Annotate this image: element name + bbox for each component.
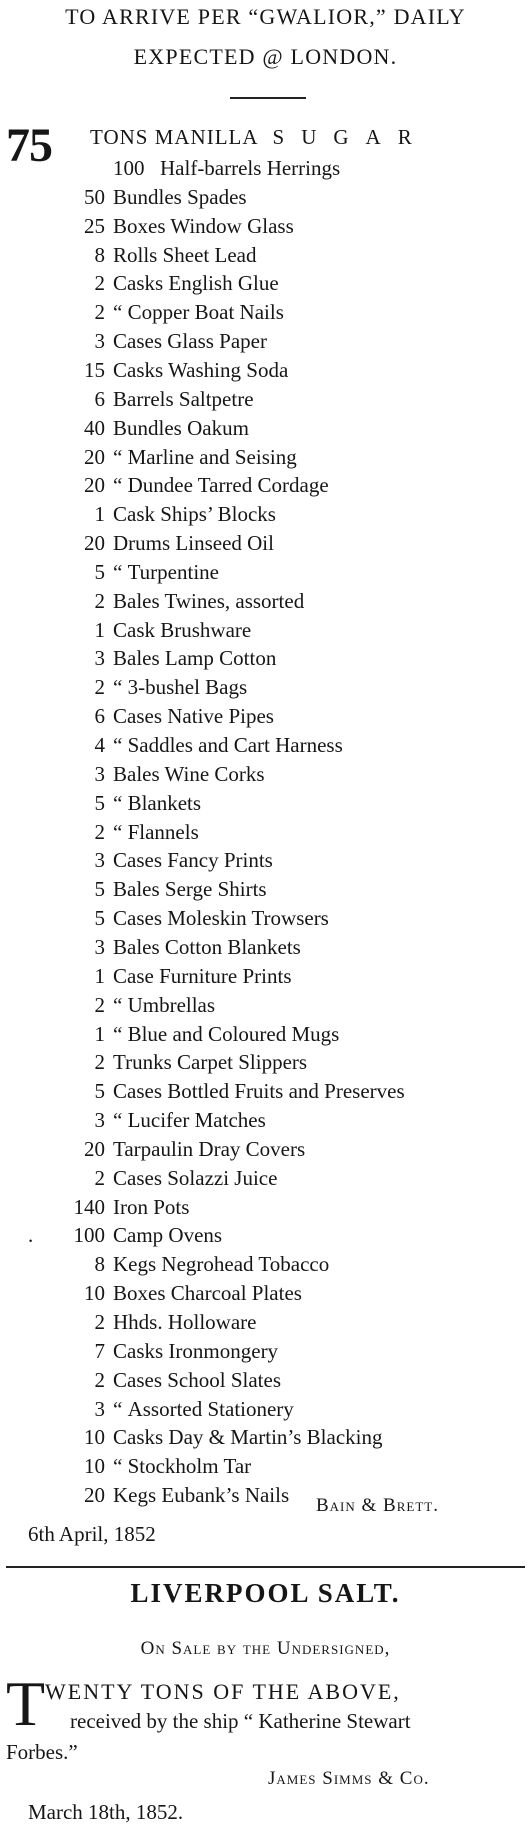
item-description: Camp Ovens	[113, 1223, 223, 1248]
item-description: Assorted Stationery	[127, 1396, 294, 1421]
list-item	[0, 1135, 531, 1164]
salt-title: LIVERPOOL SALT.	[130, 1578, 401, 1608]
item-description: Barrels Saltpetre	[113, 386, 254, 411]
ditto-mark: “	[113, 1396, 123, 1421]
item-description-cell	[113, 241, 256, 270]
item-description: Hhds. Holloware	[113, 1310, 257, 1334]
list-item	[0, 269, 531, 298]
item-description: Bundles Spades	[113, 184, 247, 209]
item-description-cell	[113, 818, 199, 847]
item-description: Iron Pots	[113, 1194, 190, 1219]
list-item	[0, 558, 531, 587]
item-bullet: .	[28, 1223, 34, 1248]
item-quantity: 2	[94, 271, 105, 296]
ditto-mark: “	[113, 675, 123, 700]
list-item	[0, 298, 531, 327]
list-item	[0, 933, 531, 962]
list-item	[0, 1077, 531, 1106]
item-description-cell	[113, 933, 301, 962]
item-description: Blankets	[127, 790, 202, 815]
item-description: Drums Linseed Oil	[113, 531, 274, 556]
item-description-cell	[113, 414, 249, 443]
item-description: Turpentine	[127, 559, 219, 584]
item-quantity: 20	[84, 531, 105, 556]
item-description: Rolls Sheet Lead	[113, 242, 257, 267]
item-quantity: 10	[84, 1425, 105, 1450]
item-description: 3-bushel Bags	[127, 675, 248, 700]
item-quantity: 8	[94, 242, 105, 267]
ditto-mark: “	[113, 992, 123, 1017]
list-item	[0, 875, 531, 904]
item-description-cell	[113, 356, 288, 385]
item-description-cell	[113, 875, 267, 904]
item-quantity: 2	[94, 675, 105, 700]
list-item	[0, 471, 531, 500]
item-description-cell	[113, 1481, 289, 1510]
item-description: Casks Washing Soda	[113, 357, 289, 382]
item-description: Bundles Oakum	[113, 415, 249, 440]
item-quantity: 100	[73, 1223, 105, 1248]
item-description-cell	[113, 1337, 278, 1366]
item-quantity: 2	[94, 1367, 105, 1392]
list-item	[0, 1308, 531, 1337]
item-quantity: 2	[94, 992, 105, 1017]
item-description-cell	[113, 298, 284, 327]
item-description: Case Furniture Prints	[113, 963, 292, 988]
salt-line-2: received by the ship “ Katherine Stewart	[70, 1709, 411, 1733]
item-description-cell	[113, 1395, 294, 1424]
item-quantity: 5	[94, 877, 105, 902]
item-description: Casks Day & Martin’s Blacking	[113, 1425, 383, 1450]
item-description: Bales Cotton Blankets	[113, 934, 301, 959]
item-quantity: 2	[94, 1165, 105, 1190]
list-item	[0, 1481, 531, 1510]
list-item	[0, 241, 531, 270]
ditto-mark: “	[113, 473, 123, 498]
item-quantity: 1	[94, 1021, 105, 1046]
list-item	[0, 789, 531, 818]
item-description: Boxes Charcoal Plates	[113, 1281, 302, 1306]
list-item	[0, 1423, 531, 1452]
item-description-cell	[113, 760, 265, 789]
item-description: Bales Serge Shirts	[113, 877, 267, 902]
item-description-cell	[113, 529, 274, 558]
item-quantity: 10	[84, 1281, 105, 1306]
item-description-cell	[113, 789, 201, 818]
drop-cap: T	[6, 1668, 46, 1739]
section-divider	[6, 1566, 525, 1568]
item-description: Cases School Slates	[113, 1367, 281, 1392]
list-item	[0, 529, 531, 558]
ditto-mark: “	[113, 1021, 123, 1046]
item-description: Blue and Coloured Mugs	[127, 1021, 340, 1046]
item-description: Kegs Eubank’s Nails	[113, 1483, 290, 1508]
list-item	[0, 414, 531, 443]
item-description-cell	[113, 500, 276, 529]
item-quantity: 5	[94, 559, 105, 584]
ditto-mark: “	[113, 1454, 123, 1479]
item-quantity: 100	[113, 156, 145, 180]
item-description: Cases Fancy Prints	[113, 848, 273, 873]
item-quantity: 10	[84, 1454, 105, 1479]
list-item	[0, 1250, 531, 1279]
item-description-cell	[113, 1308, 256, 1337]
short-divider	[230, 97, 306, 99]
item-description-cell	[113, 673, 247, 702]
item-quantity: 3	[94, 848, 105, 873]
salt-line-1: WENTY TONS OF THE ABOVE,	[45, 1679, 401, 1704]
item-description: Casks English Glue	[113, 271, 279, 296]
item-description: Stockholm Tar	[127, 1454, 252, 1479]
item-description-cell	[113, 558, 219, 587]
item-description-cell	[113, 1164, 277, 1193]
list-item	[0, 1279, 531, 1308]
item-quantity: 2	[94, 588, 105, 613]
ditto-mark: “	[113, 444, 123, 469]
item-description: Half-barrels Herrings	[160, 156, 341, 180]
item-quantity: 20	[84, 1136, 105, 1161]
merchant-signature: Bain & Brett.	[316, 1495, 439, 1516]
list-item	[0, 991, 531, 1020]
list-item	[0, 962, 531, 991]
list-item	[0, 1020, 531, 1049]
item-quantity: 20	[84, 473, 105, 498]
item-description-cell	[113, 644, 276, 673]
item-description: Umbrellas	[127, 992, 216, 1017]
salt-date: March 18th, 1852.	[28, 1800, 184, 1824]
item-quantity: 3	[94, 646, 105, 671]
item-description-cell	[113, 1020, 339, 1049]
item-description-cell	[113, 212, 294, 241]
item-description-cell	[113, 904, 329, 933]
list-item	[0, 1106, 531, 1135]
item-description-cell	[113, 327, 267, 356]
lead-item	[90, 125, 429, 150]
list-item	[0, 154, 531, 183]
item-quantity: 6	[94, 386, 105, 411]
ditto-mark: “	[113, 300, 123, 325]
item-description-cell	[113, 991, 215, 1020]
item-description-cell	[113, 471, 329, 500]
list-item	[0, 846, 531, 875]
item-description-cell	[113, 1452, 251, 1481]
item-description-cell	[113, 962, 292, 991]
item-quantity: 5	[94, 1079, 105, 1104]
item-quantity: 3	[94, 1108, 105, 1133]
item-quantity: 2	[94, 1310, 105, 1334]
item-quantity: 2	[94, 300, 105, 325]
item-quantity: 3	[94, 934, 105, 959]
item-description: Copper Boat Nails	[127, 300, 284, 325]
lead-item-spaced-word: SUGAR	[272, 125, 429, 149]
lead-item-text: TONS MANILLA	[90, 125, 259, 149]
list-item	[0, 1164, 531, 1193]
list-item	[0, 644, 531, 673]
list-item	[0, 1048, 531, 1077]
item-description: Flannels	[127, 819, 199, 844]
item-description-cell	[113, 1221, 222, 1250]
item-description-cell	[113, 1366, 281, 1395]
item-quantity: 3	[94, 761, 105, 786]
item-quantity: 1	[94, 502, 105, 527]
item-quantity: 8	[94, 1252, 105, 1277]
item-description: Cases Native Pipes	[113, 704, 274, 729]
advertisement-date: 6th April, 1852	[28, 1522, 156, 1546]
item-quantity: 1	[94, 963, 105, 988]
item-description: Cases Glass Paper	[113, 329, 267, 354]
lead-quantity: 75	[6, 119, 52, 172]
item-description-cell	[113, 183, 247, 212]
item-quantity: 7	[94, 1338, 105, 1363]
item-description: Cask Brushware	[113, 617, 252, 642]
list-item	[0, 356, 531, 385]
item-description-cell	[113, 1106, 266, 1135]
item-description: Cask Ships’ Blocks	[113, 502, 276, 527]
item-description-cell	[113, 1193, 189, 1222]
item-description-cell	[113, 1135, 305, 1164]
item-quantity: 1	[94, 617, 105, 642]
item-description: Casks Ironmongery	[113, 1338, 279, 1363]
heading-line-1: TO ARRIVE PER “GWALIOR,” DAILY	[65, 4, 466, 29]
list-item	[0, 183, 531, 212]
item-description: Saddles and Cart Harness	[127, 733, 343, 757]
ditto-mark: “	[113, 790, 123, 815]
item-quantity: 2	[94, 819, 105, 844]
item-description-cell	[113, 731, 343, 760]
item-description-cell	[113, 1423, 382, 1452]
item-description: Trunks Carpet Slippers	[113, 1050, 308, 1075]
list-item	[0, 327, 531, 356]
item-description: Cases Moleskin Trowsers	[113, 906, 329, 931]
item-description: Lucifer Matches	[127, 1108, 266, 1133]
salt-line-3: Forbes.”	[6, 1740, 78, 1764]
item-description-cell	[113, 269, 279, 298]
list-item	[0, 1221, 531, 1250]
item-description-cell	[113, 587, 304, 616]
list-item	[0, 1193, 531, 1222]
item-quantity: 50	[84, 184, 105, 209]
item-description: Marline and Seising	[127, 444, 297, 469]
item-quantity: 3	[94, 1396, 105, 1421]
list-item	[0, 904, 531, 933]
on-sale-subheading: On Sale by the Undersigned,	[140, 1638, 391, 1659]
list-item	[0, 1395, 531, 1424]
item-description-cell	[113, 1250, 329, 1279]
ditto-mark: “	[113, 1108, 123, 1133]
list-item	[0, 385, 531, 414]
list-item	[0, 702, 531, 731]
item-quantity: 5	[94, 906, 105, 931]
item-quantity: 5	[94, 790, 105, 815]
item-description: Cases Solazzi Juice	[113, 1165, 278, 1190]
item-quantity: 3	[94, 329, 105, 354]
list-item	[0, 212, 531, 241]
item-description: Bales Lamp Cotton	[113, 646, 277, 671]
item-description-cell	[113, 702, 274, 731]
item-description-cell	[113, 385, 254, 414]
list-item	[0, 443, 531, 472]
list-item	[0, 673, 531, 702]
item-description: Bales Twines, assorted	[113, 588, 305, 613]
item-quantity: 140	[73, 1194, 105, 1219]
list-item	[0, 587, 531, 616]
ditto-mark: “	[113, 559, 123, 584]
item-quantity: 2	[94, 1050, 105, 1075]
item-quantity: 6	[94, 704, 105, 729]
ditto-mark: “	[113, 819, 123, 844]
item-description: Tarpaulin Dray Covers	[113, 1136, 306, 1161]
salt-signature: James Simms & Co.	[268, 1768, 430, 1789]
item-description-cell	[113, 1279, 302, 1308]
list-item	[0, 760, 531, 789]
list-item	[0, 1337, 531, 1366]
list-item	[0, 616, 531, 645]
list-item	[0, 1366, 531, 1395]
item-description: Boxes Window Glass	[113, 213, 294, 238]
list-item	[0, 818, 531, 847]
item-description-cell	[113, 1048, 307, 1077]
item-quantity: 40	[84, 415, 105, 440]
item-description: Cases Bottled Fruits and Preserves	[113, 1079, 405, 1104]
item-quantity: 15	[84, 357, 105, 382]
item-quantity: 20	[84, 444, 105, 469]
item-description: Kegs Negrohead Tobacco	[113, 1252, 330, 1277]
item-description-cell	[160, 154, 340, 183]
list-item	[0, 500, 531, 529]
item-quantity: 25	[84, 213, 105, 238]
list-item	[0, 731, 531, 760]
item-description-cell	[113, 443, 297, 472]
item-quantity: 20	[84, 1483, 105, 1508]
list-item	[0, 1452, 531, 1481]
item-description-cell	[113, 1077, 405, 1106]
item-description-cell	[113, 846, 273, 875]
item-quantity: 4	[94, 733, 105, 757]
heading-line-2: EXPECTED @ LONDON.	[133, 44, 398, 69]
ditto-mark: “	[113, 733, 123, 757]
item-description: Dundee Tarred Cordage	[127, 473, 329, 498]
item-description-cell	[113, 616, 251, 645]
item-description: Bales Wine Corks	[113, 761, 265, 786]
